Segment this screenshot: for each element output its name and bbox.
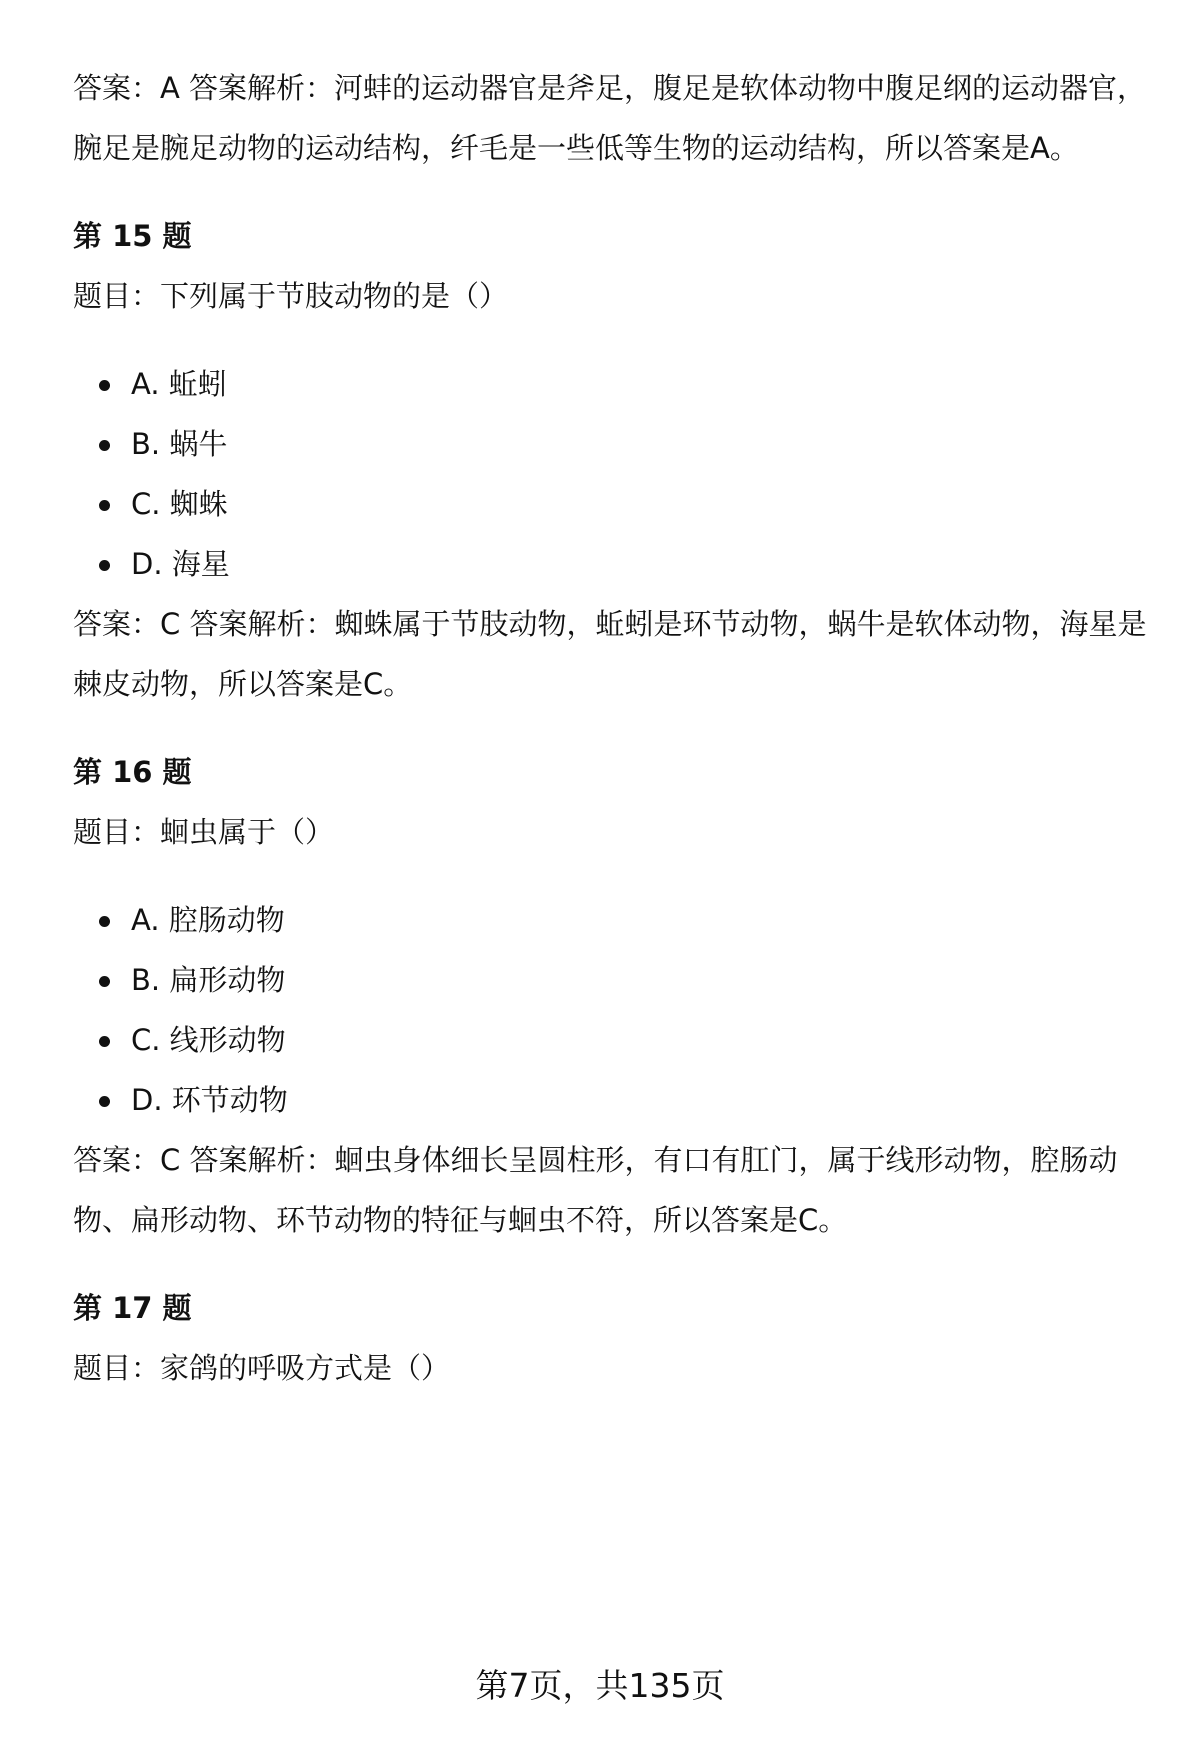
option-b	[99, 950, 1153, 1010]
option-c	[99, 474, 1153, 534]
question-heading: 第 17 题	[73, 1291, 192, 1325]
option-label: C. 蜘蛛	[131, 487, 228, 521]
option-label: D. 环节动物	[131, 1083, 288, 1117]
option-d	[99, 534, 1153, 594]
option-b	[99, 414, 1153, 474]
option-label: C. 线形动物	[131, 1023, 286, 1057]
option-a	[99, 354, 1153, 414]
option-list	[73, 354, 1153, 594]
question-15	[73, 206, 1153, 714]
option-label: B. 扁形动物	[131, 963, 286, 997]
question-17	[73, 1278, 1153, 1398]
bullet-icon	[99, 1096, 110, 1107]
bullet-icon	[99, 380, 110, 391]
document-page	[73, 58, 1153, 1398]
bullet-icon	[99, 916, 110, 927]
option-label: D. 海星	[131, 547, 230, 581]
question-heading: 第 15 题	[73, 219, 192, 253]
option-d	[99, 1070, 1153, 1130]
page-number-footer: 第7页，共135页	[475, 1666, 725, 1705]
option-a	[99, 890, 1153, 950]
option-label: B. 蜗牛	[131, 427, 228, 461]
bullet-icon	[99, 976, 110, 987]
bullet-icon	[99, 560, 110, 571]
question-stem: 题目：下列属于节肢动物的是（）	[73, 279, 509, 313]
bullet-icon	[99, 440, 110, 451]
option-list	[73, 890, 1153, 1130]
question-heading: 第 16 题	[73, 755, 192, 789]
previous-answer-explanation: 答案：A 答案解析：河蚌的运动器官是斧足，腹足是软体动物中腹足纲的运动器官，腕足是腕足动物的运动结构，纤毛是一些低等生物的运动结构，所以答案是A。	[73, 71, 1147, 165]
question-stem: 题目：蛔虫属于（）	[73, 815, 335, 849]
option-label: A. 腔肠动物	[131, 903, 285, 937]
question-stem: 题目：家鸽的呼吸方式是（）	[73, 1351, 451, 1385]
bullet-icon	[99, 500, 110, 511]
bullet-icon	[99, 1036, 110, 1047]
answer-explanation: 答案：C 答案解析：蜘蛛属于节肢动物，蚯蚓是环节动物，蜗牛是软体动物，海星是棘皮动物，所以答案是C。	[73, 607, 1147, 701]
question-16	[73, 742, 1153, 1250]
option-c	[99, 1010, 1153, 1070]
option-label: A. 蚯蚓	[131, 367, 227, 401]
answer-explanation: 答案：C 答案解析：蛔虫身体细长呈圆柱形，有口有肛门，属于线形动物，腔肠动物、扁形动物、环节动物的特征与蛔虫不符，所以答案是C。	[73, 1143, 1118, 1237]
